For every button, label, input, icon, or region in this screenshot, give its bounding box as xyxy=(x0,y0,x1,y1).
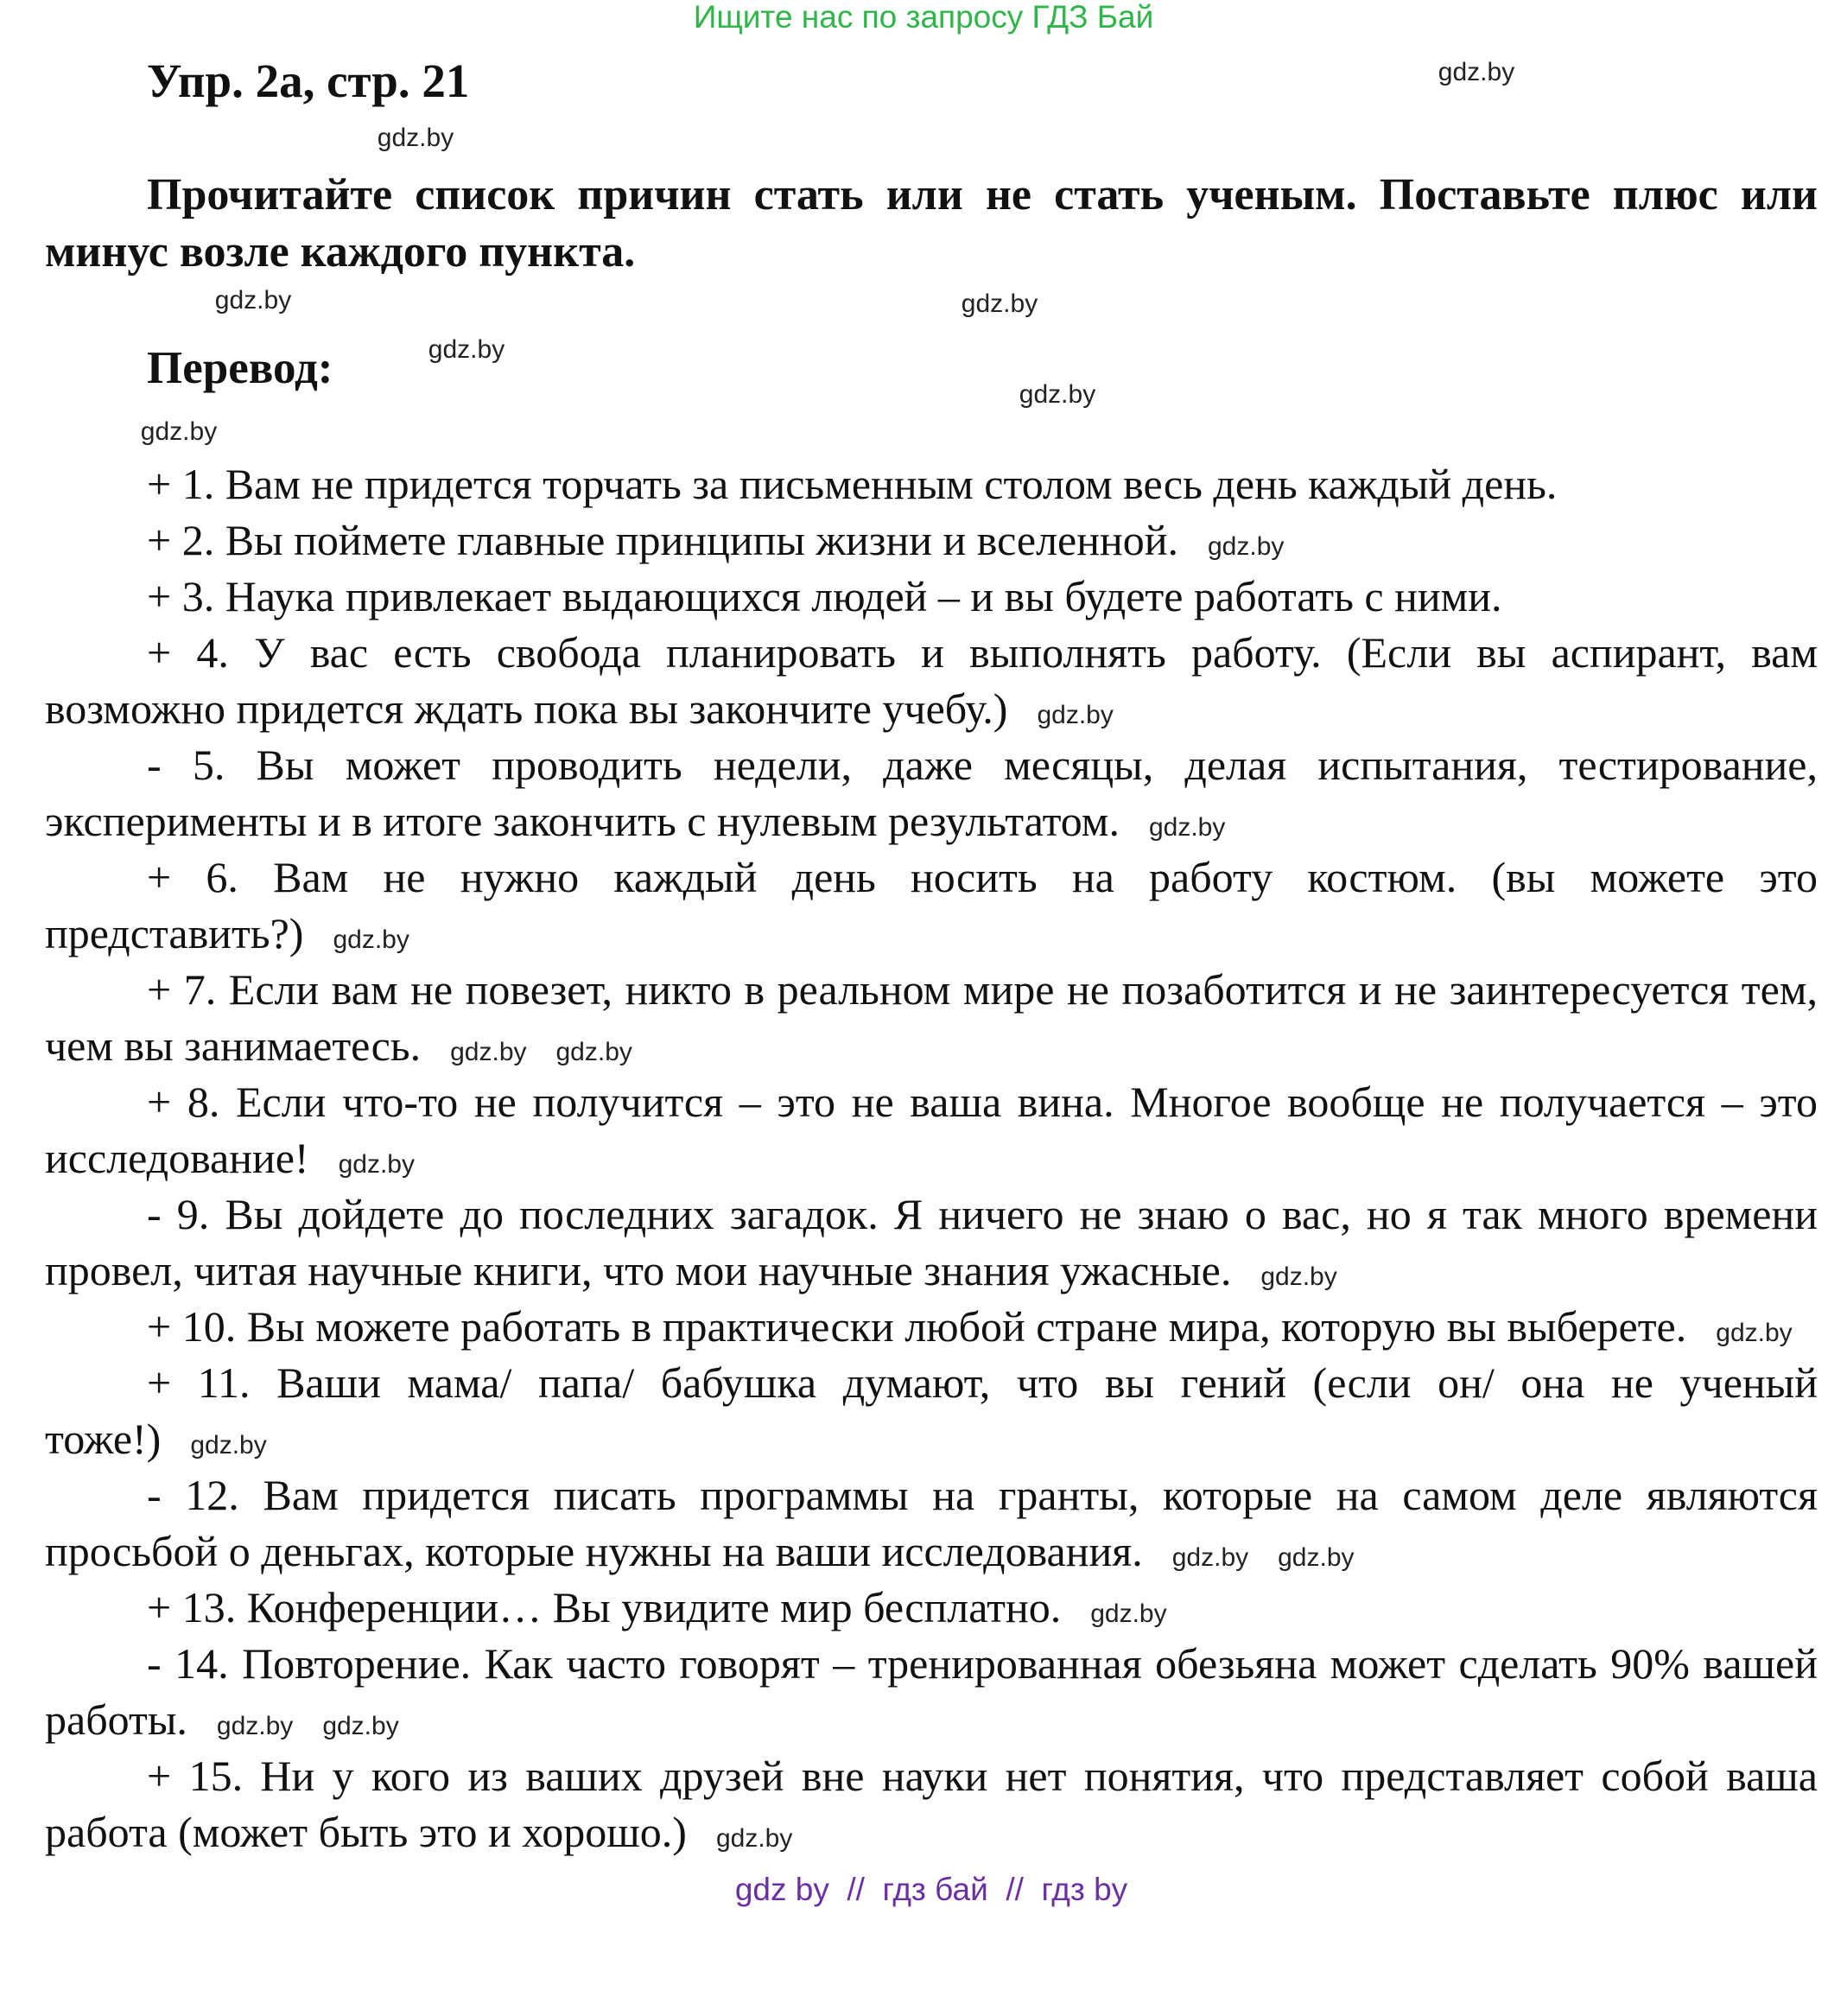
watermark: gdz.by xyxy=(333,925,409,954)
watermark: gdz.by xyxy=(322,1712,399,1740)
list-item-text: + 2. Вы поймете главные принципы жизни и вселенной. xyxy=(147,516,1178,564)
list-item xyxy=(45,456,1818,512)
list-item-text: + 15. Ни у кого из ваших друзей вне науки нет понятия, что представляет собой ваша работа (может быть это и хорошо.) xyxy=(45,1752,1818,1856)
list-item-text: + 8. Если что-то не получится – это не ваша вина. Многое вообще не получается – это исследование! xyxy=(45,1078,1818,1182)
list-item-text: - 9. Вы дойдете до последних загадок. Я ничего не знаю о вас, но я так много времени провел, читая научные книги, что мои научные знания ужасные. xyxy=(45,1190,1818,1294)
list-item xyxy=(45,1074,1818,1186)
list-item xyxy=(45,625,1818,737)
watermark: gdz.by xyxy=(1171,1543,1249,1572)
watermark: gdz.by xyxy=(1278,1543,1355,1572)
list-item xyxy=(45,737,1818,849)
watermark: gdz.by xyxy=(1090,1599,1167,1628)
watermark: gdz.by xyxy=(450,1038,527,1066)
instruction-text: Прочитайте список причин стать или не стать ученым. Поставьте плюс или минус возле каждого пункта. xyxy=(45,170,1818,277)
list-item-text: + 11. Ваши мама/ папа/ бабушка думают, что вы гений (если он/ она не ученый тоже!) xyxy=(45,1358,1818,1463)
watermark: gdz.by xyxy=(377,124,454,152)
watermark: gdz.by xyxy=(961,289,1038,318)
list-item-text: + 1. Вам не придется торчать за письменным столом весь день каждый день. xyxy=(147,460,1558,508)
watermark: gdz.by xyxy=(1148,813,1226,842)
watermark: gdz.by xyxy=(1438,58,1515,86)
list-item xyxy=(45,1636,1818,1748)
list-item-text: - 5. Вы может проводить недели, даже месяцы, делая испытания, тестирование, эксперименты и в итоге закончить с нулевым результатом. xyxy=(45,741,1818,845)
content-flow xyxy=(45,456,1818,1907)
watermark: gdz.by xyxy=(555,1038,632,1066)
watermark: gdz.by xyxy=(190,1431,267,1460)
list-item-text: + 3. Наука привлекает выдающихся людей – и вы будете работать с ними. xyxy=(147,572,1502,620)
watermark: gdz.by xyxy=(338,1150,415,1179)
watermark: gdz.by xyxy=(214,286,292,315)
footer-links: gdz by // гдз бай // гдз by xyxy=(734,1872,1128,1907)
watermark: gdz.by xyxy=(1716,1319,1793,1347)
watermark: gdz.by xyxy=(216,1712,294,1740)
list-item-text: + 7. Если вам не повезет, никто в реальном мире не позаботится и не заинтересуется тем, чем вы занимаетесь. xyxy=(45,965,1818,1070)
list-item-text: - 14. Повторение. Как часто говорят – тренированная обезьяна может сделать 90% вашей работы. xyxy=(45,1639,1818,1744)
list-item xyxy=(45,849,1818,962)
watermark: gdz.by xyxy=(428,335,505,364)
watermark: gdz.by xyxy=(1019,380,1096,409)
list-item-text: + 13. Конференции… Вы увидите мир бесплатно. xyxy=(147,1583,1062,1631)
list-item xyxy=(45,962,1818,1074)
list-item xyxy=(45,1186,1818,1299)
list-item-text: - 12. Вам придется писать программы на гранты, которые на самом деле являются просьбой о деньгах, которые нужны на ваши исследования. xyxy=(45,1471,1818,1575)
list-item-text: + 4. У вас есть свобода планировать и выполнять работу. (Если вы аспирант, вам возможно придется ждать пока вы закончите учебу.) xyxy=(45,628,1818,733)
watermark: gdz.by xyxy=(1037,701,1114,729)
top-search-note: Ищите нас по запросу ГДЗ Бай xyxy=(693,0,1154,35)
list-item xyxy=(45,1355,1818,1467)
list-item xyxy=(45,1467,1818,1580)
watermark: gdz.by xyxy=(1260,1262,1337,1291)
list-item xyxy=(45,1299,1818,1355)
watermark: gdz.by xyxy=(1208,532,1285,561)
list-item xyxy=(45,1748,1818,1860)
watermark: gdz.by xyxy=(715,1824,793,1853)
translation-heading: Перевод: xyxy=(147,343,333,393)
answer-list xyxy=(45,456,1818,1860)
exercise-title: Упр. 2а, стр. 21 xyxy=(147,54,470,107)
list-item xyxy=(45,1580,1818,1636)
list-item-text: + 10. Вы можете работать в практически любой стране мира, которую вы выберете. xyxy=(147,1302,1687,1351)
watermark: gdz.by xyxy=(140,417,218,446)
list-item xyxy=(45,569,1818,625)
list-item-text: + 6. Вам не нужно каждый день носить на работу костюм. (вы можете это представить?) xyxy=(45,853,1818,957)
list-item xyxy=(45,512,1818,569)
